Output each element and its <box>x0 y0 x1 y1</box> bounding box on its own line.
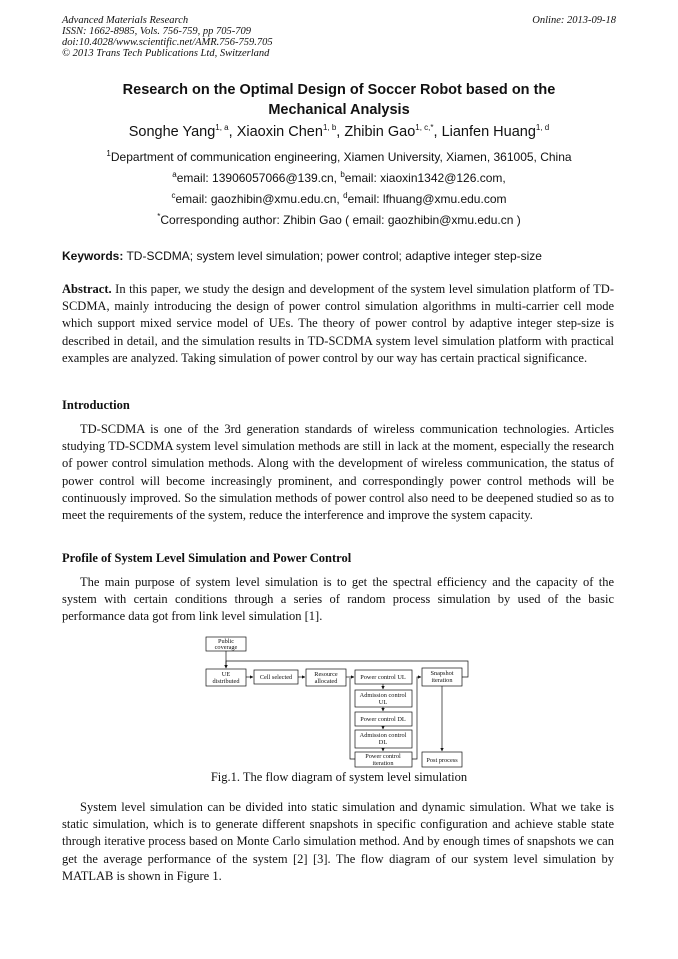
abstract-text: In this paper, we study the design and development of the system level simulation platform of TD-SCDMA, mainly introducing the design of power control simulation algorithms in multi-carrier cell mode which support mixed service model of UEs. The theory of power control by adaptive integer step-size is described in detail, and the simulation results in TD-SCDMA system level simulation platform with practical examples are analyzed. Taking simulation of power control by our way has certain practical significance. <box>62 282 614 365</box>
figure-caption: Fig.1. The flow diagram of system level simulation <box>210 770 468 784</box>
keywords-text: TD-SCDMA; system level simulation; power control; adaptive integer step-size <box>123 249 542 263</box>
title-line-1: Research on the Optimal Design of Soccer Robot based on the <box>122 82 556 98</box>
label: Resource <box>314 671 338 678</box>
email-sup: a <box>172 170 177 179</box>
author-name: Zhibin Gao <box>344 124 416 140</box>
corr-sup: * <box>157 212 161 221</box>
email-sup: d <box>343 191 348 200</box>
label: distributed <box>212 678 240 685</box>
journal-header <box>62 15 273 59</box>
author-sep: , <box>336 124 345 140</box>
profile-heading: Profile of System Level Simulation and Power Control <box>62 551 352 565</box>
online-date: Online: 2013-09-18 <box>532 15 616 26</box>
final-paragraph: System level simulation can be divided into static simulation and dynamic simulation. What we take is static simulation, which is to generate different snapshots in specific configuration and achieve stable state through iterative process based on Monte Carlo simulation method. And by enough times of snapshots we can get the average performance of the system [2] [3]. The flow diagram of our system level simulation by MATLAB is shown in Figure 1. <box>62 800 614 883</box>
author-sep: , <box>228 124 237 140</box>
author-sep: , <box>433 124 442 140</box>
intro-heading: Introduction <box>62 398 130 412</box>
email-sup: c <box>171 191 176 200</box>
paper-title <box>62 80 616 120</box>
label: UE <box>221 671 231 678</box>
affiliation-text: Department of communication engineering, Xiamen University, Xiamen, 361005, China <box>110 150 572 164</box>
label: DL <box>378 739 388 746</box>
email-c: email: gaozhibin@xmu.edu.cn, <box>175 192 344 206</box>
intro-paragraph: TD-SCDMA is one of the 3rd generation standards of wireless communication technologies. Articles studying TD-SCDMA system level simulation methods are still in lack at the moment, especially the research of power control simulation methods. Along with the development of wireless communication, the status of power control will become increasingly prominent, and correspondingly power control methods will be continuously improved. So the simulation methods of power control also need to be deepened studied so as to meet the requirements of the system, reduce the interference and improve the system capacity. <box>62 422 614 523</box>
corresponding-author <box>62 213 616 227</box>
flow-diagram <box>200 634 480 770</box>
keywords <box>62 249 616 263</box>
author-sup: 1, d <box>535 123 550 133</box>
label: coverage <box>214 644 238 651</box>
affiliation-sup: 1 <box>106 149 111 158</box>
author-sup: 1, c,* <box>415 123 434 133</box>
keywords-label: Keywords: <box>62 249 124 263</box>
author-sup: 1, b <box>322 123 337 133</box>
label: iteration <box>431 677 453 684</box>
email-a: email: 13906057066@139.cn, <box>176 171 341 185</box>
email-line-2 <box>62 192 616 206</box>
doi: doi:10.4028/www.scientific.net/AMR.756-759.705 <box>62 37 273 48</box>
label: iteration <box>372 760 394 767</box>
issn: ISSN: 1662-8985, Vols. 756-759, pp 705-709 <box>62 26 251 37</box>
author-name: Songhe Yang <box>128 124 216 140</box>
arrow <box>412 677 421 759</box>
label: Admission control <box>359 732 407 739</box>
label: Power control DL <box>360 716 406 723</box>
profile-paragraph: The main purpose of system level simulation is to get the spectral efficiency and the capacity of the system with certain conditions through a series of random process simulation by used of the basic performance data got from link level simulation [1]. <box>62 575 614 624</box>
label: UL <box>378 699 388 706</box>
label: Snapshot <box>430 670 454 677</box>
author-list <box>62 124 616 140</box>
email-sup: b <box>340 170 345 179</box>
label: allocated <box>314 678 338 685</box>
label: Power control UL <box>360 674 406 681</box>
copyright: © 2013 Trans Tech Publications Ltd, Switzerland <box>62 48 270 59</box>
abstract <box>62 281 614 367</box>
label: Public <box>217 638 235 645</box>
email-line-1 <box>62 171 616 185</box>
author-sup: 1, a <box>215 123 229 133</box>
affiliation <box>62 150 616 164</box>
loop-line <box>350 678 355 759</box>
label: Cell selected <box>259 674 293 681</box>
email-d: email: lfhuang@xmu.edu.com <box>347 192 507 206</box>
journal-name: Advanced Materials Research <box>62 15 189 26</box>
author-name: Xiaoxin Chen <box>236 124 323 140</box>
abstract-label: Abstract. <box>62 282 112 296</box>
author-name: Lianfen Huang <box>441 124 536 140</box>
label: Admission control <box>359 692 407 699</box>
email-b: email: xiaoxin1342@126.com, <box>344 171 506 185</box>
label: Power control <box>365 753 401 760</box>
title-line-2: Mechanical Analysis <box>268 102 410 118</box>
label: Post process <box>426 757 458 764</box>
corr-text: Corresponding author: Zhibin Gao ( email: gaozhibin@xmu.edu.cn ) <box>160 213 521 227</box>
